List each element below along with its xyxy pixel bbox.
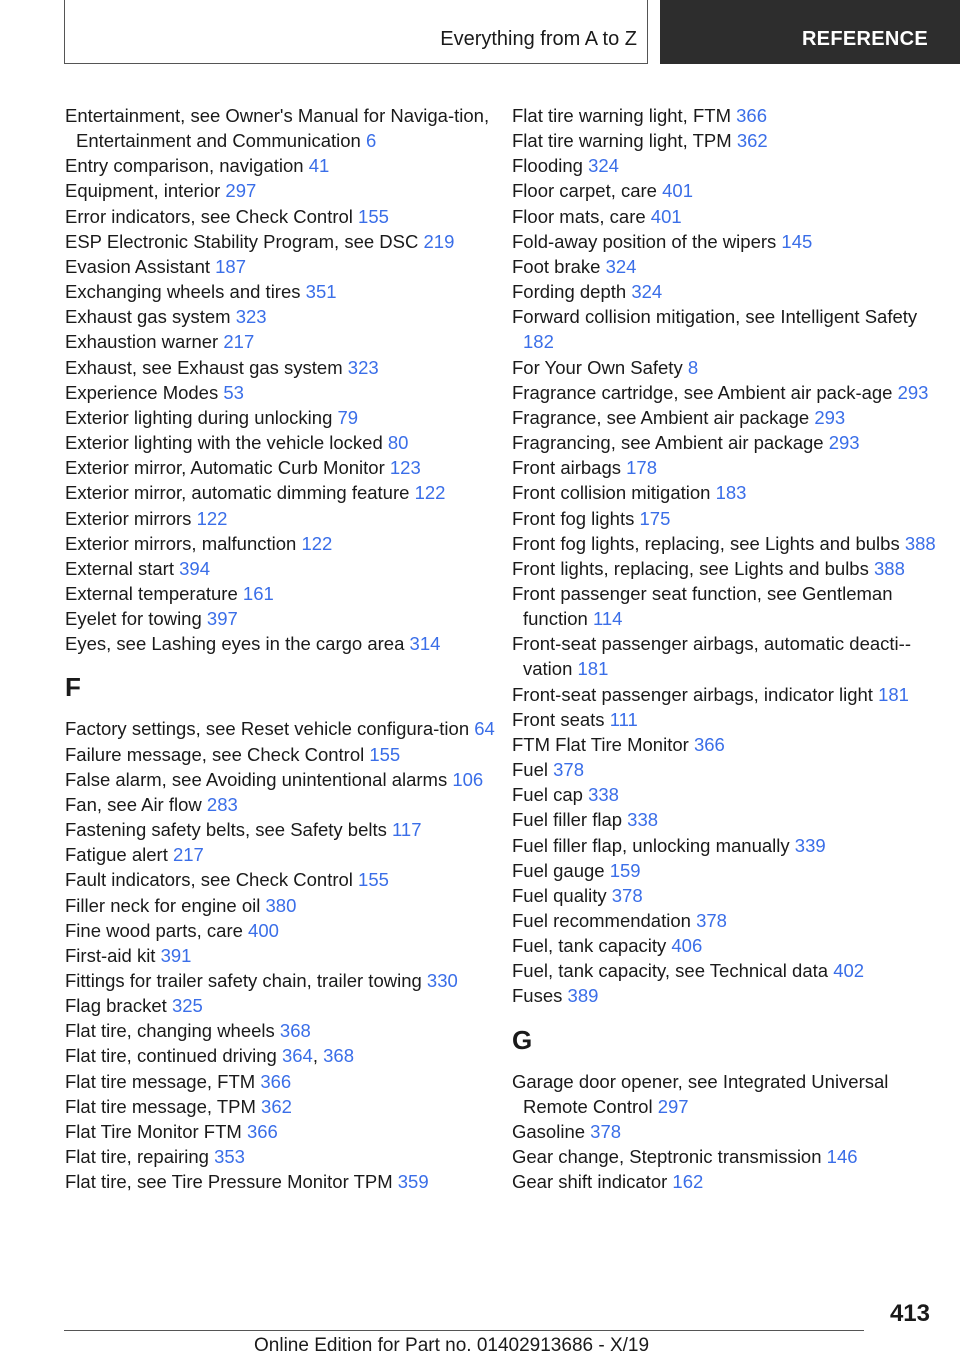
index-entry-text: Front fog lights, replacing, see Lights and bulbs bbox=[512, 532, 905, 554]
index-entry bbox=[65, 918, 495, 943]
page-link[interactable]: 114 bbox=[592, 608, 623, 630]
page-link[interactable]: 6 bbox=[365, 130, 377, 152]
page-link[interactable]: 378 bbox=[590, 1120, 622, 1142]
index-entry bbox=[65, 355, 495, 380]
page-link[interactable]: 155 bbox=[358, 869, 389, 891]
footer-rule bbox=[64, 1330, 864, 1331]
index-entry bbox=[512, 1069, 942, 1119]
page-link[interactable]: 293 bbox=[814, 406, 846, 428]
page-link[interactable]: 366 bbox=[736, 105, 767, 126]
index-entry-text: Gear shift indicator bbox=[512, 1171, 673, 1193]
page-link[interactable]: 187 bbox=[215, 255, 247, 277]
index-entry-text: Fuel filler flap, unlocking manually bbox=[512, 834, 795, 856]
index-entry-text: Flat tire, repairing bbox=[65, 1146, 215, 1168]
index-entry-text: Exterior lighting with the vehicle locked bbox=[65, 432, 388, 454]
page-link[interactable]: 182 bbox=[523, 331, 554, 353]
page-link[interactable]: 323 bbox=[235, 306, 267, 328]
index-entry bbox=[65, 792, 495, 817]
index-entry bbox=[512, 254, 942, 279]
page-link[interactable]: 394 bbox=[179, 557, 211, 579]
index-entry-text: Front-seat passenger airbags, automatic deacti-vation bbox=[512, 633, 911, 680]
index-entry-text: Flat tire message, FTM bbox=[65, 1070, 261, 1092]
page-link[interactable]: 145 bbox=[781, 230, 813, 252]
index-entry-text: Flat tire, see Tire Pressure Monitor TPM bbox=[65, 1171, 398, 1193]
index-entry bbox=[512, 1119, 942, 1144]
index-entry-text: Foot brake bbox=[512, 255, 606, 277]
index-entry-text: Evasion Assistant bbox=[65, 255, 216, 277]
index-entry-text: Fittings for trailer safety chain, trailer towing bbox=[65, 970, 427, 991]
index-entry-text: Fuel quality bbox=[512, 884, 612, 906]
page-link[interactable]: 181 bbox=[878, 683, 909, 705]
index-entry-text: Fording depth bbox=[512, 281, 632, 303]
index-entry-text: Fuses bbox=[512, 985, 568, 1007]
index-entry bbox=[512, 732, 942, 757]
index-entry bbox=[65, 304, 495, 329]
index-entry bbox=[65, 506, 495, 531]
index-entry-text: Front-seat passenger airbags, indicator light bbox=[512, 683, 879, 705]
index-entry bbox=[512, 1144, 942, 1169]
page-link[interactable]: 406 bbox=[671, 935, 703, 957]
page-link[interactable]: 293 bbox=[897, 381, 929, 403]
index-entry bbox=[65, 455, 495, 480]
page-link[interactable]: 122 bbox=[414, 482, 446, 504]
index-entry bbox=[65, 631, 495, 656]
page-link[interactable]: 323 bbox=[347, 356, 379, 378]
header-section-title: Everything from A to Z bbox=[440, 28, 637, 50]
index-entry-text: Fuel filler flap bbox=[512, 809, 628, 831]
page-link[interactable]: 181 bbox=[577, 658, 609, 680]
index-entry-text: Exterior mirror, Automatic Curb Monitor bbox=[65, 457, 390, 479]
index-entry-text: Fine wood parts, care bbox=[65, 919, 249, 941]
page-link[interactable]: 146 bbox=[826, 1146, 858, 1168]
index-entry bbox=[512, 833, 942, 858]
index-entry-text: Flat tire message, TPM bbox=[65, 1095, 262, 1117]
index-entry-text: Gasoline bbox=[512, 1120, 591, 1142]
index-entry bbox=[65, 1169, 495, 1194]
index-entry bbox=[65, 380, 495, 405]
index-entry-text: Flag bracket bbox=[65, 995, 172, 1017]
page-link[interactable]: 283 bbox=[206, 793, 238, 815]
index-entry bbox=[512, 103, 942, 128]
index-entry-text: External start bbox=[65, 557, 180, 579]
page-link[interactable]: 314 bbox=[409, 633, 441, 655]
index-entry-text: For Your Own Safety bbox=[512, 356, 688, 378]
index-entry-text: Flat tire, continued driving bbox=[65, 1045, 282, 1067]
page-link[interactable]: 362 bbox=[736, 130, 768, 152]
index-entry bbox=[65, 943, 495, 968]
page-link[interactable]: 325 bbox=[171, 995, 203, 1017]
index-entry-text: Flat Tire Monitor FTM bbox=[65, 1120, 247, 1142]
page-link[interactable]: 64 bbox=[474, 718, 495, 740]
index-entry bbox=[512, 908, 942, 933]
page-link[interactable]: 155 bbox=[369, 743, 401, 765]
page-link[interactable]: 330 bbox=[426, 970, 458, 991]
index-entry bbox=[65, 742, 495, 767]
page-link[interactable]: 106 bbox=[452, 768, 484, 790]
index-entry bbox=[65, 480, 495, 505]
index-entry bbox=[65, 1018, 495, 1043]
index-entry-text: Exchanging wheels and tires bbox=[65, 281, 306, 303]
index-entry bbox=[65, 817, 495, 842]
index-entry-text: Front collision mitigation bbox=[512, 482, 716, 504]
page-link[interactable]: 324 bbox=[588, 155, 619, 177]
index-entry bbox=[512, 1169, 942, 1194]
index-entry-text: Flat tire warning light, FTM bbox=[512, 105, 737, 126]
index-entry bbox=[65, 556, 495, 581]
index-entry bbox=[65, 254, 495, 279]
page-link[interactable]: 339 bbox=[794, 834, 826, 856]
page-link[interactable]: 117 bbox=[392, 819, 422, 841]
page-link[interactable]: 123 bbox=[389, 457, 421, 479]
index-entry-text: Eyes, see Lashing eyes in the cargo area bbox=[65, 633, 410, 655]
index-entry-text: Failure message, see Check Control bbox=[65, 743, 370, 765]
index-entry bbox=[512, 153, 942, 178]
page-link[interactable]: 183 bbox=[715, 482, 747, 504]
index-entry bbox=[65, 1144, 495, 1169]
index-entry-text: Exterior mirrors, malfunction bbox=[65, 532, 302, 554]
page-link[interactable]: 359 bbox=[397, 1171, 429, 1193]
page-link[interactable]: 338 bbox=[588, 784, 619, 806]
page-link[interactable]: 155 bbox=[358, 205, 389, 227]
page-link[interactable]: 217 bbox=[172, 844, 204, 866]
index-entry bbox=[65, 716, 495, 741]
index-entry-text: Flat tire warning light, TPM bbox=[512, 130, 737, 152]
index-entry bbox=[512, 782, 942, 807]
page-link[interactable]: 388 bbox=[874, 557, 905, 579]
index-entry-text: Factory settings, see Reset vehicle configura-tion bbox=[65, 718, 475, 740]
index-entry bbox=[512, 631, 942, 681]
index-column-right bbox=[512, 103, 942, 1194]
index-entry-text: Fatigue alert bbox=[65, 844, 173, 866]
index-entry bbox=[512, 581, 942, 631]
page-link[interactable]: 388 bbox=[904, 532, 936, 554]
index-entry-text: Garage door opener, see Integrated Universal Remote Control bbox=[512, 1070, 889, 1117]
page-link[interactable]: 378 bbox=[696, 910, 727, 931]
index-column-left bbox=[65, 103, 495, 1194]
index-entry bbox=[512, 405, 942, 430]
page-link[interactable]: 324 bbox=[631, 281, 663, 303]
index-entry-text: External temperature bbox=[65, 582, 243, 604]
index-entry bbox=[65, 279, 495, 304]
index-entry-text: Error indicators, see Check Control bbox=[65, 205, 359, 227]
index-entry bbox=[512, 933, 942, 958]
index-entry bbox=[65, 842, 495, 867]
index-entry bbox=[512, 178, 942, 203]
page-link[interactable]: 161 bbox=[242, 582, 274, 604]
index-entry bbox=[65, 531, 495, 556]
index-entry-text: Front airbags bbox=[512, 457, 627, 479]
index-entry bbox=[512, 531, 942, 556]
index-entry bbox=[512, 883, 942, 908]
page-link[interactable]: 41 bbox=[308, 155, 330, 177]
index-entry bbox=[512, 229, 942, 254]
index-entry-text: Exhaust, see Exhaust gas system bbox=[65, 356, 348, 378]
footer-edition: Online Edition for Part no. 01402913686 - X/19 bbox=[254, 1335, 650, 1356]
index-entry-text: Fragrancing, see Ambient air package bbox=[512, 432, 829, 454]
page-link[interactable]: 402 bbox=[833, 960, 865, 982]
index-entry-text: Equipment, interior bbox=[65, 180, 226, 202]
page-link[interactable]: 8 bbox=[687, 356, 699, 378]
index-entry bbox=[512, 279, 942, 304]
page-link[interactable]: 79 bbox=[337, 406, 359, 428]
index-entry-text: ESP Electronic Stability Program, see DSC bbox=[65, 230, 424, 252]
index-entry bbox=[65, 867, 495, 892]
index-entry bbox=[512, 506, 942, 531]
header-chapter-title: REFERENCE bbox=[801, 28, 928, 50]
page-link[interactable]: 297 bbox=[657, 1095, 689, 1117]
index-entry-text: Fan, see Air flow bbox=[65, 793, 207, 815]
page-link[interactable]: 217 bbox=[223, 331, 255, 353]
page-link[interactable]: 162 bbox=[672, 1171, 704, 1193]
index-entry-text: Filler neck for engine oil bbox=[65, 894, 266, 916]
index-entry-text: Fault indicators, see Check Control bbox=[65, 869, 359, 891]
index-entry bbox=[512, 983, 942, 1008]
index-entry bbox=[65, 204, 495, 229]
page-link[interactable]: 122 bbox=[196, 507, 228, 529]
page-link[interactable]: 378 bbox=[611, 884, 643, 906]
index-entry bbox=[65, 1119, 495, 1144]
page-link[interactable]: 366 bbox=[246, 1120, 278, 1142]
index-entry bbox=[65, 893, 495, 918]
index-entry bbox=[512, 355, 942, 380]
index-entry bbox=[512, 807, 942, 832]
page-link[interactable]: 111 bbox=[609, 708, 638, 730]
index-entry-text: False alarm, see Avoiding unintentional alarms bbox=[65, 768, 453, 790]
page-link[interactable]: 175 bbox=[639, 507, 671, 529]
page-link[interactable]: 293 bbox=[828, 432, 860, 454]
index-entry-text: Fragrance cartridge, see Ambient air pack-age bbox=[512, 381, 898, 403]
page-number: 413 bbox=[889, 1300, 930, 1327]
index-entry bbox=[65, 1069, 495, 1094]
index-entry-text: Exhaustion warner bbox=[65, 331, 224, 353]
page-link[interactable]: 353 bbox=[214, 1146, 245, 1168]
index-entry bbox=[65, 767, 495, 792]
index-entry-text: Entertainment, see Owner's Manual for Naviga-tion, Entertainment and Communication bbox=[65, 105, 490, 152]
index-entry bbox=[512, 430, 942, 455]
index-entry-text: Fuel cap bbox=[512, 784, 589, 806]
index-entry-text: Exterior mirrors bbox=[65, 507, 197, 529]
index-entry-text: Exterior mirror, automatic dimming feature bbox=[65, 482, 415, 504]
page-link[interactable]: 366 bbox=[260, 1070, 292, 1092]
index-entry bbox=[512, 204, 942, 229]
index-entry bbox=[512, 556, 942, 581]
index-entry bbox=[512, 304, 942, 354]
index-entry-text: Fragrance, see Ambient air package bbox=[512, 406, 815, 428]
page-link[interactable]: 378 bbox=[553, 759, 585, 781]
index-entry bbox=[65, 581, 495, 606]
index-entry bbox=[65, 103, 495, 153]
index-entry-text: Flat tire, changing wheels bbox=[65, 1020, 280, 1042]
page-link[interactable]: 324 bbox=[605, 255, 637, 277]
page-link[interactable]: 368 bbox=[323, 1045, 354, 1067]
index-entry bbox=[65, 606, 495, 631]
index-entry-text: Fuel bbox=[512, 759, 554, 781]
page-link[interactable]: 364 bbox=[281, 1045, 313, 1067]
index-entry-text: Floor mats, care bbox=[512, 205, 651, 227]
index-entry-text: First-aid kit bbox=[65, 944, 161, 966]
page-link[interactable]: 391 bbox=[160, 944, 192, 966]
page-link[interactable]: 362 bbox=[261, 1095, 292, 1117]
index-entry bbox=[65, 405, 495, 430]
index-entry-text: Front passenger seat function, see Gentleman function bbox=[512, 582, 893, 630]
index-entry bbox=[512, 128, 942, 153]
page-link[interactable]: 178 bbox=[626, 457, 658, 479]
index-entry bbox=[65, 329, 495, 354]
page-link[interactable]: 380 bbox=[265, 894, 297, 916]
page-link[interactable]: 219 bbox=[423, 230, 455, 252]
index-entry-text: Fuel gauge bbox=[512, 859, 610, 881]
page-link[interactable]: 338 bbox=[627, 809, 659, 831]
page-link[interactable]: 400 bbox=[248, 919, 279, 941]
index-entry-text: Fuel, tank capacity bbox=[512, 935, 672, 957]
index-entry bbox=[65, 229, 495, 254]
index-entry-text: Front seats bbox=[512, 708, 610, 730]
index-entry-text: Eyelet for towing bbox=[65, 608, 207, 630]
index-entry-text: Fuel, tank capacity, see Technical data bbox=[512, 960, 834, 982]
index-entry-text: Exterior lighting during unlocking bbox=[65, 406, 338, 428]
index-entry bbox=[512, 380, 942, 405]
index-entry-text: FTM Flat Tire Monitor bbox=[512, 733, 694, 755]
index-entry-text: Flooding bbox=[512, 155, 589, 177]
page-link[interactable]: 159 bbox=[609, 859, 641, 881]
index-entry bbox=[65, 178, 495, 203]
index-entry bbox=[65, 993, 495, 1018]
page-link[interactable]: 389 bbox=[567, 985, 599, 1007]
page-link[interactable]: 351 bbox=[305, 281, 337, 303]
page-link[interactable]: 80 bbox=[387, 432, 409, 454]
index-entry bbox=[65, 153, 495, 178]
page-link[interactable]: 401 bbox=[662, 180, 693, 202]
index-entry: Flat tire, continued driving 364, 368 bbox=[65, 1045, 354, 1067]
page-link[interactable]: 368 bbox=[279, 1020, 311, 1042]
index-letter-heading: F bbox=[65, 672, 81, 703]
page-link[interactable]: 297 bbox=[225, 180, 257, 202]
index-entry-text: Front lights, replacing, see Lights and bulbs bbox=[512, 557, 874, 579]
index-letter-heading: G bbox=[512, 1024, 533, 1055]
index-entry bbox=[65, 968, 495, 993]
page-link[interactable]: 366 bbox=[693, 733, 725, 755]
index-entry bbox=[512, 958, 942, 983]
index-entry-text: Exhaust gas system bbox=[65, 306, 236, 328]
index-entry bbox=[512, 707, 942, 732]
header-section-box bbox=[64, 0, 648, 64]
index-entry-text: Forward collision mitigation, see Intelligent Safety bbox=[512, 306, 918, 328]
index-entry-text: Fuel recommendation bbox=[512, 910, 697, 931]
index-entry bbox=[512, 682, 942, 707]
page-link[interactable]: 397 bbox=[206, 608, 238, 630]
page-link[interactable]: 122 bbox=[301, 532, 333, 554]
index-entry-text: Fastening safety belts, see Safety belts bbox=[65, 819, 393, 841]
index-entry-text: Entry comparison, navigation bbox=[65, 155, 309, 177]
index-entry bbox=[65, 1094, 495, 1119]
index-entry bbox=[512, 455, 942, 480]
page-link[interactable]: 401 bbox=[650, 205, 682, 227]
index-entry-text: Gear change, Steptronic transmission bbox=[512, 1146, 827, 1168]
header-chapter-tab bbox=[660, 0, 960, 64]
index-entry bbox=[512, 858, 942, 883]
index-entry-text: Front fog lights bbox=[512, 507, 640, 529]
index-entry-text: Experience Modes bbox=[65, 381, 224, 403]
page-link[interactable]: 53 bbox=[223, 381, 244, 403]
index-entry bbox=[512, 480, 942, 505]
index-entry-text: Fold-away position of the wipers bbox=[512, 230, 782, 252]
index-entry bbox=[512, 757, 942, 782]
index-entry bbox=[65, 430, 495, 455]
index-entry-text: Floor carpet, care bbox=[512, 180, 663, 202]
